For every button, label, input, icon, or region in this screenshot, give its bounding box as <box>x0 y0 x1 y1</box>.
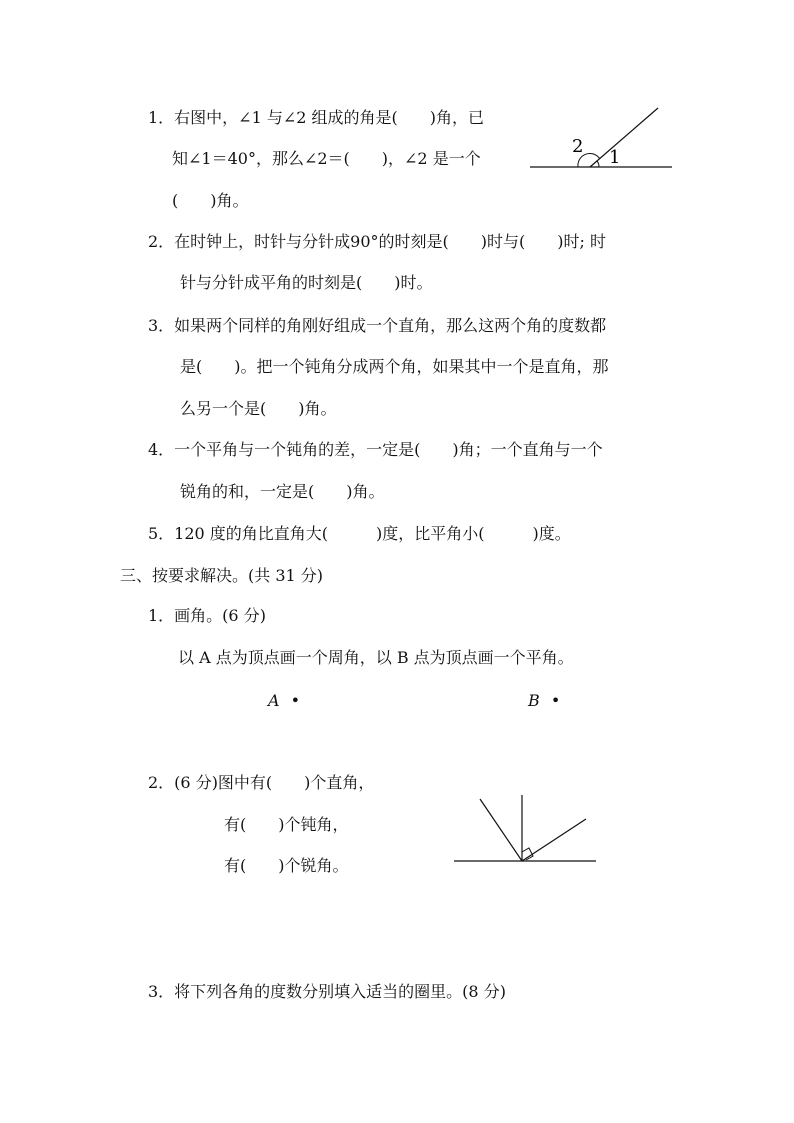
q1-angle-figure <box>522 100 682 180</box>
q1-line-1: 1．右图中，∠1 与∠2 组成的角是( )角，已 <box>148 108 485 127</box>
q2-line-2: 针与分针成平角的时刻是( )时。 <box>180 273 433 292</box>
q3-line-2: 是( )。把一个钝角分成两个角，如果其中一个是直角，那 <box>180 357 609 376</box>
s3-p1-title: 1．画角。(6 分) <box>148 606 266 625</box>
q2-line-1: 2．在时钟上，时针与分针成90°的时刻是( )时与( )时; 时 <box>148 232 606 251</box>
s3-p2-line-3: 有( )个锐角。 <box>224 856 349 875</box>
s3-p2-ray-left <box>480 799 522 861</box>
q1-label-angle-1: 1 <box>609 147 621 168</box>
s3-p3-title: 3．将下列各角的度数分别填入适当的圈里。(8 分) <box>148 982 506 1001</box>
q1-label-angle-2: 2 <box>572 136 584 157</box>
s3-p2-right-angle-mark <box>522 848 533 860</box>
q1-line-3: ( )角。 <box>172 191 249 210</box>
section3-heading: 三、按要求解决。(共 31 分) <box>120 566 324 585</box>
point-a-label: A <box>268 691 280 710</box>
s3-p1-instruction: 以 A 点为顶点画一个周角，以 B 点为顶点画一个平角。 <box>178 648 574 667</box>
q1-ray <box>590 108 658 167</box>
q5-line-1: 5．120 度的角比直角大( )度，比平角小( )度。 <box>148 524 571 543</box>
s3-p2-line-1: 2．(6 分)图中有( )个直角， <box>148 773 375 792</box>
q1-line-2: 知∠1＝40°，那么∠2＝( )，∠2 是一个 <box>172 149 481 168</box>
point-b-label: B <box>528 691 540 710</box>
q1-arc-angle-1 <box>597 161 599 167</box>
point-b-dot: • <box>550 691 561 710</box>
s3-p2-line-2: 有( )个钝角， <box>224 815 349 834</box>
q3-line-3: 么另一个是( )角。 <box>180 399 337 418</box>
s3-p2-ray-right <box>522 819 586 861</box>
q3-line-1: 3．如果两个同样的角刚好组成一个直角，那么这两个角的度数都 <box>148 316 607 335</box>
q4-line-2: 锐角的和，一定是( )角。 <box>180 482 385 501</box>
q4-line-1: 4．一个平角与一个钝角的差，一定是( )角；一个直角与一个 <box>148 440 603 459</box>
point-a <box>268 691 300 710</box>
s3-p2-angle-figure <box>452 795 602 875</box>
point-b <box>528 691 560 710</box>
point-a-dot: • <box>290 691 301 710</box>
